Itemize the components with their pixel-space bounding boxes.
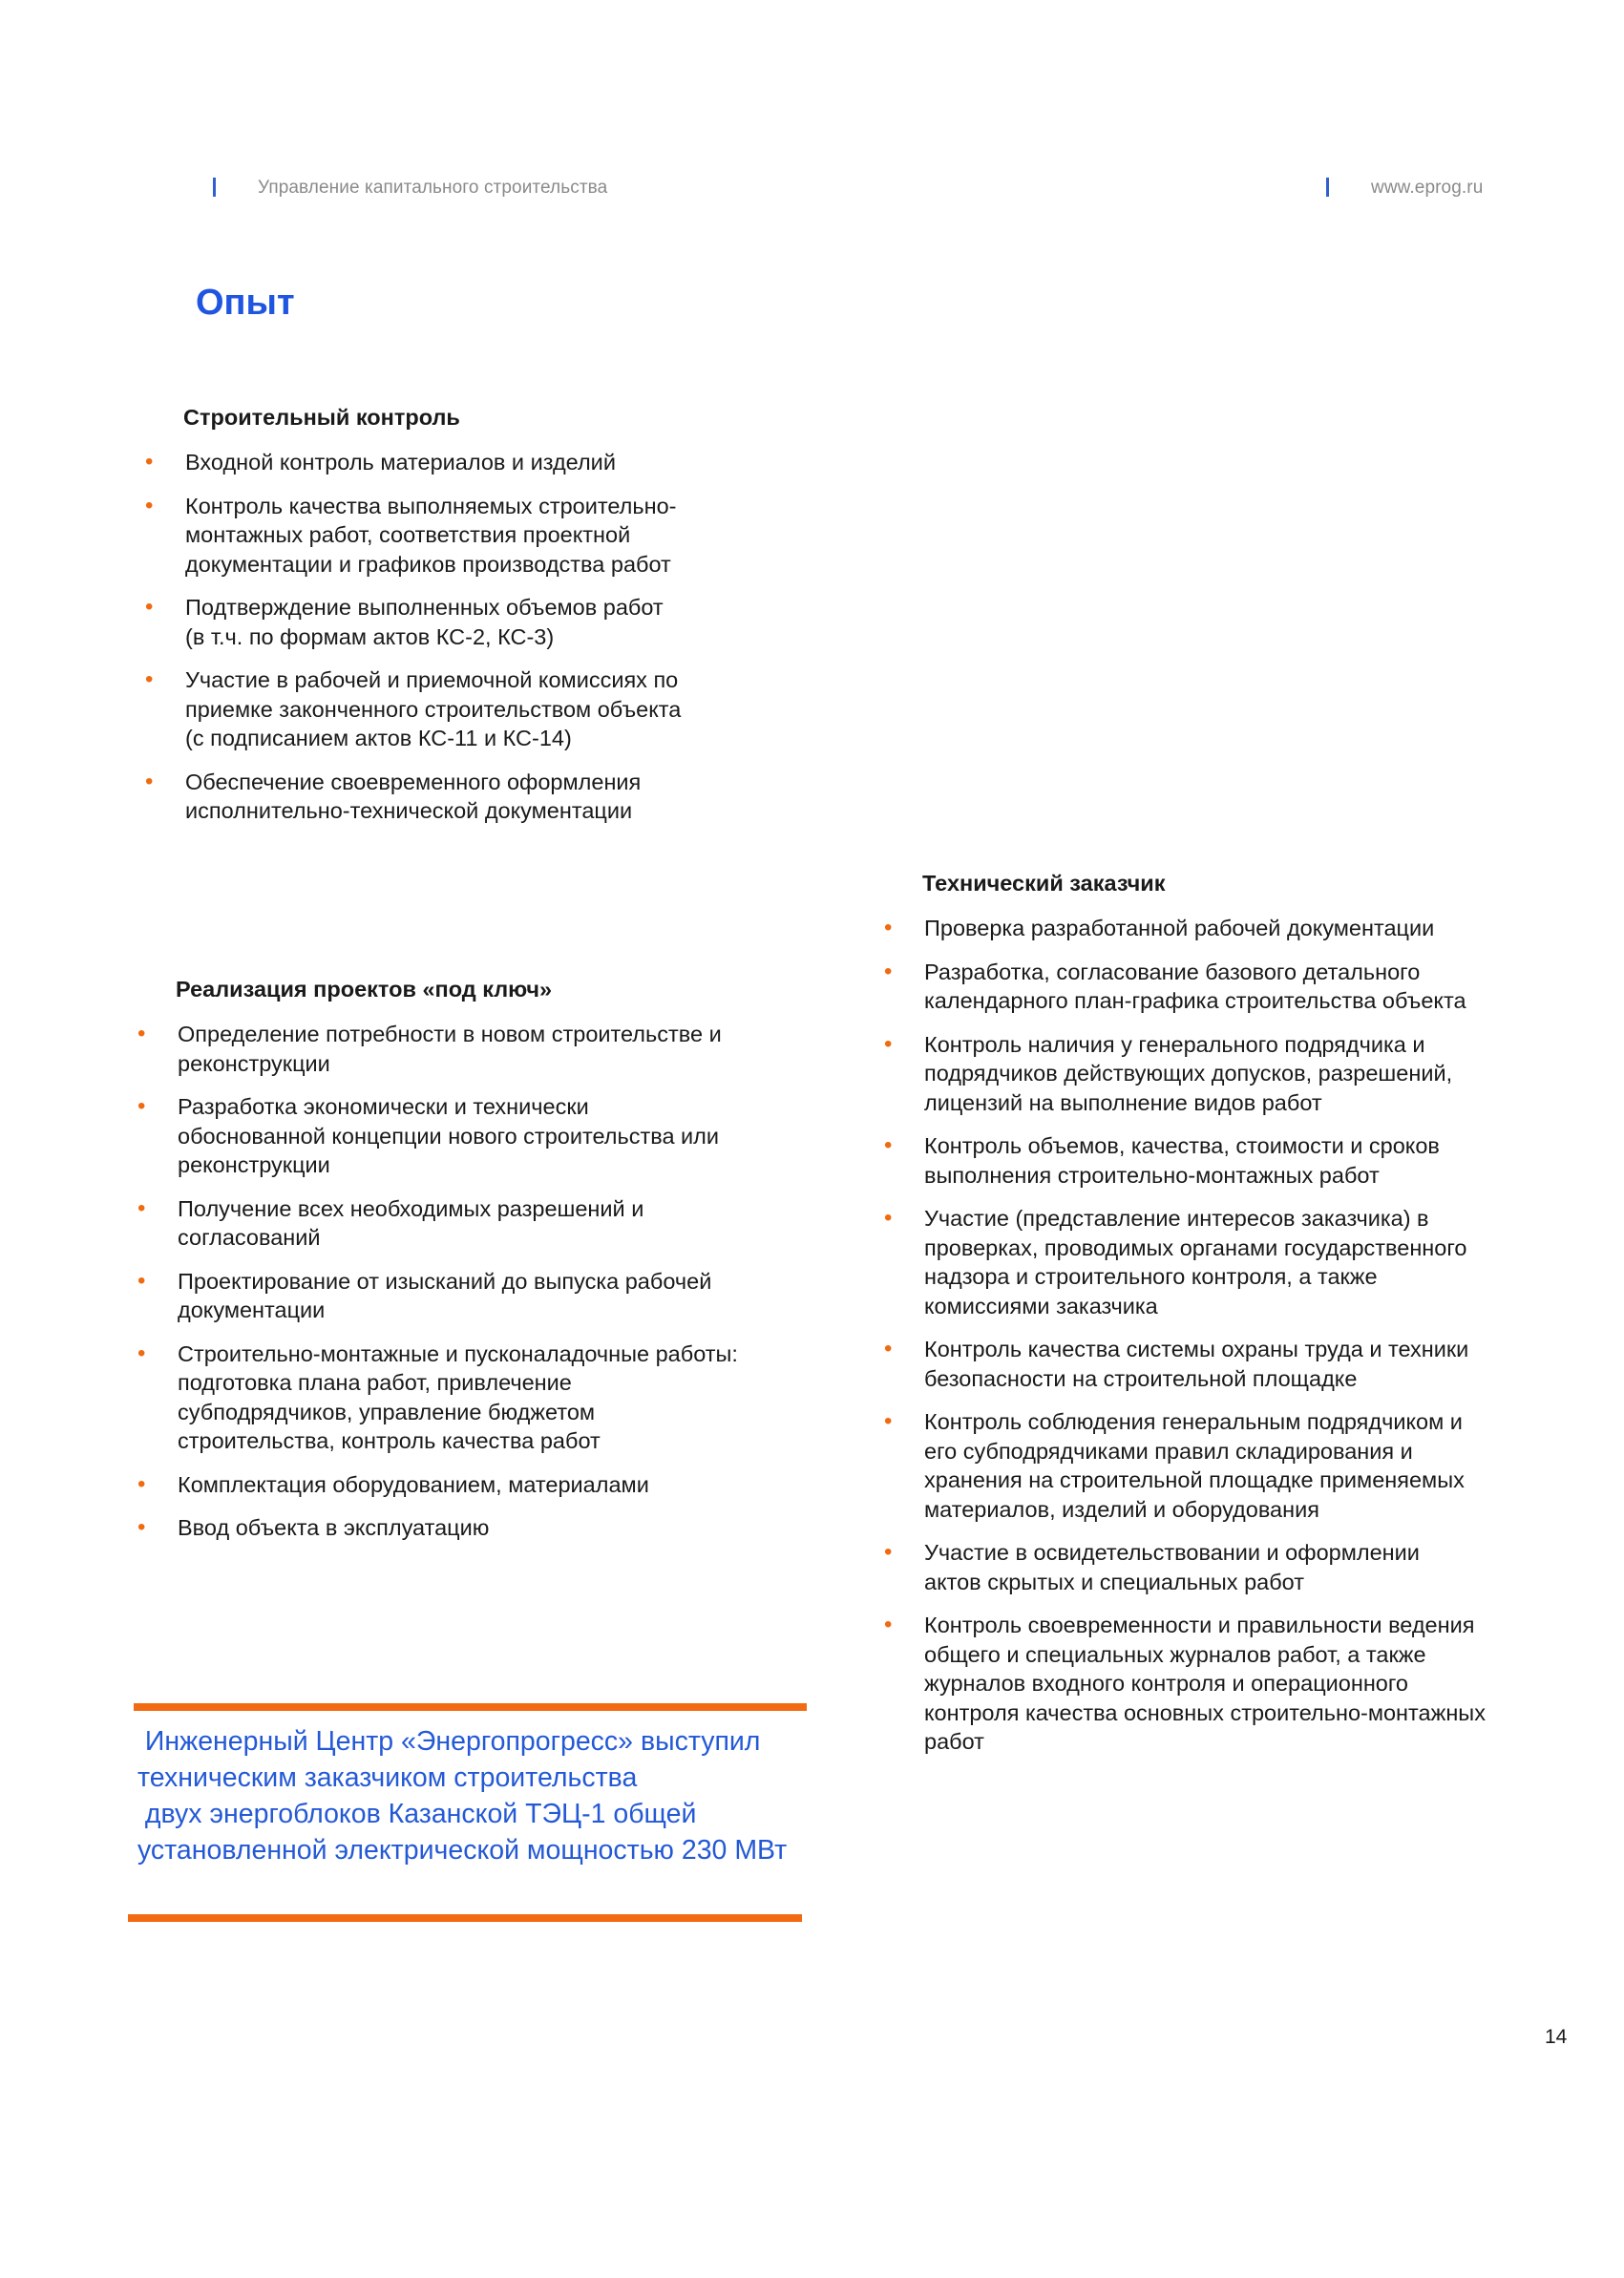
list-item-line: Контроль наличия у генерального подрядчика и <box>924 1031 1425 1057</box>
list-item-line: (в т.ч. по формам актов КС-2, КС-3) <box>185 623 555 649</box>
section-heading: Реализация проектов «под ключ» <box>176 977 553 1002</box>
list-item-line: документации и графиков производства работ <box>185 551 671 577</box>
list-item-line: Строительно-монтажные и пусконаладочные работы: <box>178 1340 738 1366</box>
list-item-line: хранения на строительной площадке применяемых <box>924 1467 1465 1492</box>
bullet-icon: • <box>145 594 154 620</box>
header-left-divider <box>213 178 216 197</box>
list-item-line: субподрядчиков, управление бюджетом <box>178 1399 596 1424</box>
list-item-line: Получение всех необходимых разрешений и <box>178 1195 644 1221</box>
list-item-line: работ <box>924 1729 984 1754</box>
callout-line: Инженерный Центр «Энергопрогресс» выступил <box>137 1726 761 1757</box>
bullet-icon: • <box>137 1267 146 1294</box>
list-item-line: исполнительно-технической документации <box>185 798 633 823</box>
list-item <box>137 1020 738 1078</box>
bullet-icon: • <box>145 492 154 518</box>
list-item-line: выполнения строительно-монтажных работ <box>924 1162 1380 1188</box>
bullet-list <box>884 914 1486 1757</box>
list-item-line: Контроль своевременности и правильности ведения <box>924 1613 1475 1637</box>
list-item-line: Участие (представление интересов заказчика) в <box>924 1206 1429 1231</box>
list-item-line: документации <box>178 1297 326 1322</box>
list-item-line: Обеспечение своевременного оформления <box>185 769 642 794</box>
bullet-list <box>145 448 681 826</box>
list-item <box>145 448 681 477</box>
list-item-line: Ввод объекта в эксплуатацию <box>178 1515 490 1540</box>
callout-line: установленной электрической мощностью 230 МВт <box>137 1835 788 1866</box>
list-item-line: календарного план-графика строительства объекта <box>924 988 1466 1013</box>
callout-top-rule <box>134 1703 807 1711</box>
callout-text <box>137 1723 787 1868</box>
list-item-line: его субподрядчиками правил складирования и <box>924 1438 1413 1464</box>
list-item-line: подготовка плана работ, привлечение <box>178 1370 572 1395</box>
list-item-line: журналов входного контроля и операционного <box>924 1671 1408 1696</box>
list-item-line: Участие в освидетельствовании и оформлении <box>924 1540 1420 1565</box>
list-item-line: Определение потребности в новом строительстве и <box>178 1022 722 1046</box>
list-item-line: Участие в рабочей и приемочной комиссиях по <box>185 667 679 692</box>
list-item-line: контроля качества основных строительно-монтажных <box>924 1699 1486 1725</box>
bullet-icon: • <box>145 768 154 794</box>
bullet-icon: • <box>145 449 154 475</box>
callout-line: техническим заказчиком строительства <box>137 1762 638 1793</box>
list-item <box>884 1407 1486 1524</box>
list-item <box>137 1194 738 1253</box>
list-item-line: подрядчиков действующих допусков, разрешений, <box>924 1061 1453 1086</box>
list-item-line: согласований <box>178 1225 321 1250</box>
list-item-line: материалов, изделий и оборудования <box>924 1496 1319 1522</box>
bullet-icon: • <box>884 1336 893 1361</box>
list-item <box>137 1267 738 1325</box>
list-item-line: Разработка, согласование базового детального <box>924 959 1421 984</box>
bullet-icon: • <box>137 1093 146 1119</box>
list-item-line: надзора и строительного контроля, а также <box>924 1264 1378 1289</box>
bullet-icon: • <box>884 1408 893 1434</box>
header-website: www.eprog.ru <box>1371 178 1484 198</box>
list-item-line: Контроль объемов, качества, стоимости и сроков <box>924 1133 1440 1158</box>
bullet-icon: • <box>884 1132 893 1158</box>
list-item-line: обоснованной концепции нового строительства или <box>178 1123 720 1149</box>
list-item-line: приемке законченного строительством объекта <box>185 696 682 722</box>
bullet-list <box>137 1020 738 1543</box>
section-technical-customer <box>884 871 1486 1771</box>
section-heading: Строительный контроль <box>183 405 460 430</box>
list-item <box>145 768 681 826</box>
list-item <box>145 492 681 580</box>
list-item-line: актов скрытых и специальных работ <box>924 1569 1304 1594</box>
bullet-icon: • <box>137 1021 146 1046</box>
callout-bottom-rule <box>128 1914 802 1922</box>
bullet-icon: • <box>884 1539 893 1565</box>
list-item <box>145 665 681 753</box>
bullet-icon: • <box>137 1514 146 1540</box>
list-item <box>145 593 681 651</box>
list-item-line: Разработка экономически и технически <box>178 1094 589 1119</box>
list-item-line: (с подписанием актов КС-11 и КС-14) <box>185 726 572 750</box>
header-title: Управление капитального строительства <box>258 178 608 198</box>
list-item-line: Контроль соблюдения генеральным подрядчиком и <box>924 1409 1463 1434</box>
list-item <box>137 1339 738 1456</box>
bullet-icon: • <box>884 1612 893 1637</box>
bullet-icon: • <box>137 1470 146 1497</box>
bullet-icon: • <box>137 1339 146 1366</box>
section-heading: Технический заказчик <box>922 871 1166 896</box>
list-item-line: монтажных работ, соответствия проектной <box>185 522 631 547</box>
page-title: Опыт <box>196 283 295 323</box>
list-item-line: Контроль качества системы охраны труда и техники <box>924 1337 1469 1361</box>
list-item-line: безопасности на строительной площадке <box>924 1365 1358 1391</box>
list-item-line: Входной контроль материалов и изделий <box>185 450 616 475</box>
list-item <box>884 1030 1486 1118</box>
list-item-line: строительства, контроль качества работ <box>178 1428 601 1453</box>
bullet-icon: • <box>884 915 893 940</box>
list-item <box>884 1131 1486 1190</box>
list-item-line: лицензий на выполнение видов работ <box>924 1089 1322 1115</box>
list-item <box>884 1538 1486 1596</box>
list-item <box>884 958 1486 1016</box>
page-number: 14 <box>1545 2026 1568 2048</box>
section-construction-control <box>145 405 681 840</box>
list-item-line: комиссиями заказчика <box>924 1293 1158 1318</box>
header-right-divider <box>1326 178 1329 197</box>
list-item-line: Комплектация оборудованием, материалами <box>178 1471 649 1497</box>
list-item <box>137 1513 738 1543</box>
list-item-line: Подтверждение выполненных объемов работ <box>185 595 664 620</box>
list-item <box>884 1611 1486 1757</box>
bullet-icon: • <box>884 958 893 984</box>
list-item-line: Проверка разработанной рабочей документации <box>924 916 1435 940</box>
bullet-icon: • <box>145 666 154 692</box>
bullet-icon: • <box>884 1205 893 1231</box>
list-item-line: Проектирование от изысканий до выпуска рабочей <box>178 1268 712 1294</box>
bullet-icon: • <box>137 1194 146 1221</box>
list-item <box>137 1470 738 1500</box>
list-item-line: Контроль качества выполняемых строительно- <box>185 493 677 518</box>
list-item <box>884 914 1486 943</box>
callout-line: двух энергоблоков Казанской ТЭЦ-1 общей <box>137 1799 697 1829</box>
list-item <box>137 1092 738 1180</box>
list-item-line: общего и специальных журналов работ, а также <box>924 1641 1426 1667</box>
list-item <box>884 1335 1486 1393</box>
list-item-line: проверках, проводимых органами государственного <box>924 1234 1467 1260</box>
list-item-line: реконструкции <box>178 1050 330 1076</box>
bullet-icon: • <box>884 1030 893 1057</box>
section-turnkey <box>137 977 738 1557</box>
list-item <box>884 1204 1486 1320</box>
list-item-line: реконструкции <box>178 1152 330 1177</box>
